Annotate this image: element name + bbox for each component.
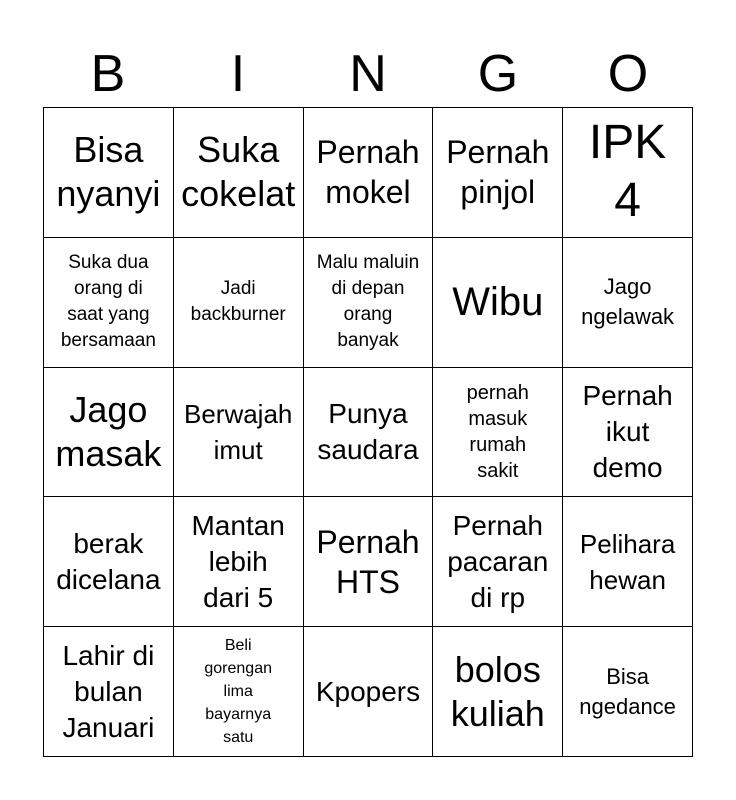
bingo-cell-1-3[interactable]: [304, 108, 434, 238]
bingo-cell-2-3[interactable]: [304, 238, 434, 368]
cell-text: bolos kuliah: [450, 648, 545, 734]
bingo-cell-2-1[interactable]: [44, 238, 174, 368]
cell-text: Pernah HTS: [316, 523, 420, 600]
bingo-cell-4-5[interactable]: [563, 497, 693, 627]
bingo-cell-5-5[interactable]: [563, 627, 693, 757]
cell-text: Suka dua orang di saat yang bersamaan: [60, 252, 156, 352]
bingo-cell-2-5[interactable]: [563, 238, 693, 368]
bingo-cell-3-4[interactable]: [433, 368, 563, 498]
header-letter-n: N: [349, 45, 387, 103]
bingo-cell-4-4[interactable]: [433, 497, 563, 627]
cell-text: IPK 4: [588, 116, 667, 228]
header-letter-o: O: [607, 45, 649, 103]
cell-text: Suka cokelat: [181, 129, 296, 215]
bingo-card: [43, 107, 693, 757]
bingo-header: [43, 40, 693, 108]
cell-text: Beli gorengan lima bayarnya satu: [204, 637, 272, 747]
bingo-cell-3-2[interactable]: [174, 368, 304, 498]
cell-text: Wibu: [452, 280, 544, 325]
cell-text: Bisa nyanyi: [56, 129, 161, 215]
bingo-cell-1-2[interactable]: [174, 108, 304, 238]
cell-text: Pernah pinjol: [446, 134, 550, 211]
cell-text: Malu maluin di depan orang banyak: [316, 252, 420, 352]
bingo-cell-4-1[interactable]: [44, 497, 174, 627]
bingo-cell-4-2[interactable]: [174, 497, 304, 627]
cell-text: Pernah mokel: [316, 134, 420, 211]
bingo-cell-1-5[interactable]: [563, 108, 693, 238]
bingo-cell-5-1[interactable]: [44, 627, 174, 757]
cell-text: Mantan lebih dari 5: [191, 509, 285, 613]
cell-text: Pelihara hewan: [579, 528, 676, 595]
cell-text: Bisa ngedance: [579, 663, 676, 719]
bingo-cell-5-3[interactable]: [304, 627, 434, 757]
bingo-cell-3-3[interactable]: [304, 368, 434, 498]
cell-text: Kpopers: [315, 675, 421, 707]
bingo-cell-2-4[interactable]: [433, 238, 563, 368]
bingo-cell-5-2[interactable]: [174, 627, 304, 757]
header-letter-b: B: [90, 45, 126, 103]
header-letter-g: G: [477, 45, 519, 103]
cell-text: Berwajah imut: [183, 398, 293, 465]
cell-text: Lahir di bulan Januari: [62, 639, 155, 743]
cell-text: Punya saudara: [317, 397, 419, 465]
bingo-cell-1-4[interactable]: [433, 108, 563, 238]
bingo-cell-2-2[interactable]: [174, 238, 304, 368]
bingo-cell-5-4[interactable]: [433, 627, 563, 757]
cell-text: Pernah pacaran di rp: [447, 509, 549, 613]
bingo-cell-3-1[interactable]: [44, 368, 174, 498]
bingo-cell-3-5[interactable]: [563, 368, 693, 498]
cell-text: Jago ngelawak: [581, 274, 675, 330]
cell-text: Jago masak: [55, 388, 162, 474]
header-letter-i: I: [230, 45, 246, 103]
cell-text: Pernah ikut demo: [582, 379, 673, 483]
cell-text: pernah masuk rumah sakit: [466, 381, 529, 482]
bingo-cell-1-1[interactable]: [44, 108, 174, 238]
cell-text: Jadi backburner: [190, 278, 286, 326]
bingo-cell-4-3[interactable]: [304, 497, 434, 627]
cell-text: berak dicelana: [56, 527, 161, 595]
